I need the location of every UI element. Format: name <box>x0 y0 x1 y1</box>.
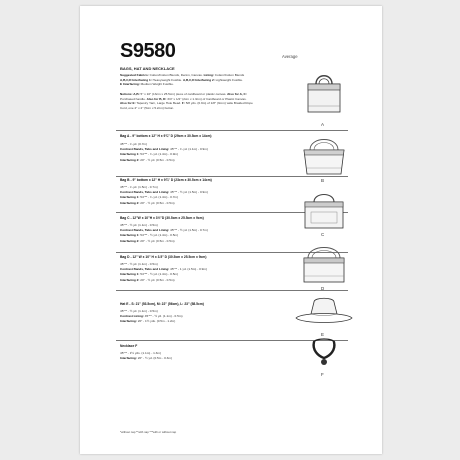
pattern-subtitle: BAGS, HAT AND NECKLACE <box>120 66 175 71</box>
suggested-fabrics: Suggested Fabrics: Cotton/Cotton Blends, Denim, Canvas. Lining: Cotton/Cotton Blends A,B,C,D Interfacing 1: Heavyweight Fusible. A,B,C,D Interfacing 2: Lightweight Fusible. E Interfacing: Medium Weight Fusible. <box>120 73 245 87</box>
bag-d-interfacing-2: Interfacing 2: 20" - ½ yd. (0.5m - 0.5m) <box>120 277 175 282</box>
bag-c-fabric: 45"** - ½ yd. (1.1m) - 0.5m) <box>120 223 158 227</box>
bag-d-contrast: Contrast Bands, Tabs and Lining: 45"** - 1 yd. (1.5m) - 0.9m) <box>120 267 207 272</box>
view-label-c: C <box>321 232 325 237</box>
bag-c-interfacing-2: Interfacing 2: 20" - ½ yd. (0.5m - 0.5m) <box>120 238 175 243</box>
divider <box>116 290 348 291</box>
hat-e-fabric: 45"** - ½ yd. (1.1m) - 0.5m) <box>120 309 158 313</box>
view-label-a: A <box>321 122 325 127</box>
bag-b-illustration <box>296 134 352 180</box>
bag-b-interfacing-2: Interfacing 2: 20" - ½ yd. (0.5m - 0.5m) <box>120 200 175 205</box>
size-range: Average <box>282 54 298 59</box>
bag-c-title: Bag C - 12"W x 10"H x 3½"D (30.5cm x 25.5cm x 9cm) <box>120 216 204 220</box>
view-label-e: E <box>321 332 325 337</box>
bag-a-contrast: Contrast Bands, Tabs and Lining: 45"** - ¾ yd. (1.1m) - 0.9m) <box>120 147 208 152</box>
bag-a-illustration <box>302 70 346 120</box>
bag-b-title: Bag B - 9" bottom x 12" H x 9¾" D (23cm x 30.5cm x 14cm) <box>120 178 212 182</box>
necklace-f-fabric: 45"** - 1½ yds. (1.1m) - 1.3m) <box>120 351 161 355</box>
necklace-f-section <box>120 344 330 361</box>
bag-c-illustration <box>296 188 352 234</box>
hat-e-contrast: Contrast Lining: 45"** - ½ yd. (1.1m) - 0.5m) <box>120 314 183 319</box>
bag-a-interfacing-1: Interfacing 1: 54"** - ¾ yd. (1.4m) - 0.9m) <box>120 152 179 157</box>
necklace-f-interfacing: Interfacing: 20" - ½ yd. (0.5m - 0.3m) <box>120 356 172 361</box>
bag-d-fabric: 45"** - ½ yd. (1.1m) - 0.5m) <box>120 262 158 266</box>
pattern-code: S9580 <box>120 40 176 62</box>
notions: Notions: A,B: 5" x 10" (13cm x 25.5cm) piece of cardboard or plastic canvas. Also for A, C: Purchased handle. Also for B, D: 3/4" x 1/2" (2cm x 1.3cm) of Cardboard or Plastic Canvas. Also for E: Tapestry Yarn, Large Hole Bead. F: 5/8 yds. (0.9m) of 1/8" (3mm) wide Braided Rope Cord, one 2" x 2" (5cm x 5.2cm) button. <box>120 92 253 110</box>
bag-b-contrast: Contrast Bands, Tabs and Lining: 45"** - ½ yd. (1.5m) - 0.9m) <box>120 190 208 195</box>
hat-e-title: Hat E - S: 21" (53.5cm), M: 22" (56cm), L: 23" (58.5cm) <box>120 302 204 306</box>
bag-b-fabric: 45"** - ¾ yd. (1.5m) - 0.7m) <box>120 185 158 189</box>
bag-a-fabric: 45"** - ¾ yd. (0.7m) <box>120 142 148 146</box>
bag-a-title: Bag A - 9" bottom x 12" H x 9¾" D (29cm x 30.5cm x 14cm) <box>120 134 212 138</box>
view-label-d: D <box>321 286 325 291</box>
bag-b-interfacing-1: Interfacing 1: 54"** - ¾ yd. (1.4m) - 0.7m) <box>120 195 179 200</box>
yardage-footnote: *without nap **with nap ***with or without nap <box>120 430 177 434</box>
view-label-f: F <box>321 372 324 377</box>
necklace-f-title: Necklace F <box>120 344 138 348</box>
pattern-envelope-back <box>80 6 382 454</box>
bag-d-title: Bag D - 12" W x 10" H x 3.5" D (30.5cm x 25.5cm x 9cm) <box>120 255 207 259</box>
bag-a-interfacing-2: Interfacing 2: 20" - ½ yd. (0.5m - 0.5m) <box>120 157 175 162</box>
bag-c-interfacing-1: Interfacing 1: 54"** - ½ yd. (1.4m) - 0.5m) <box>120 233 179 238</box>
hat-e-interfacing: Interfacing: 20" - 1½ yds. (0.5m - 1.2m) <box>120 319 176 324</box>
necklace-f-illustration <box>308 336 340 372</box>
hat-e-illustration <box>292 296 356 330</box>
view-label-b: B <box>321 178 325 183</box>
divider <box>116 130 348 131</box>
bag-c-contrast: Contrast Bands, Tabs and Lining: 45"** - ½ yd. (1.5m) - 0.7m) <box>120 228 208 233</box>
bag-d-illustration <box>296 242 352 288</box>
bag-d-interfacing-1: Interfacing 1: 54"** - ½ yd. (1.4m) - 0.5m) <box>120 272 179 277</box>
